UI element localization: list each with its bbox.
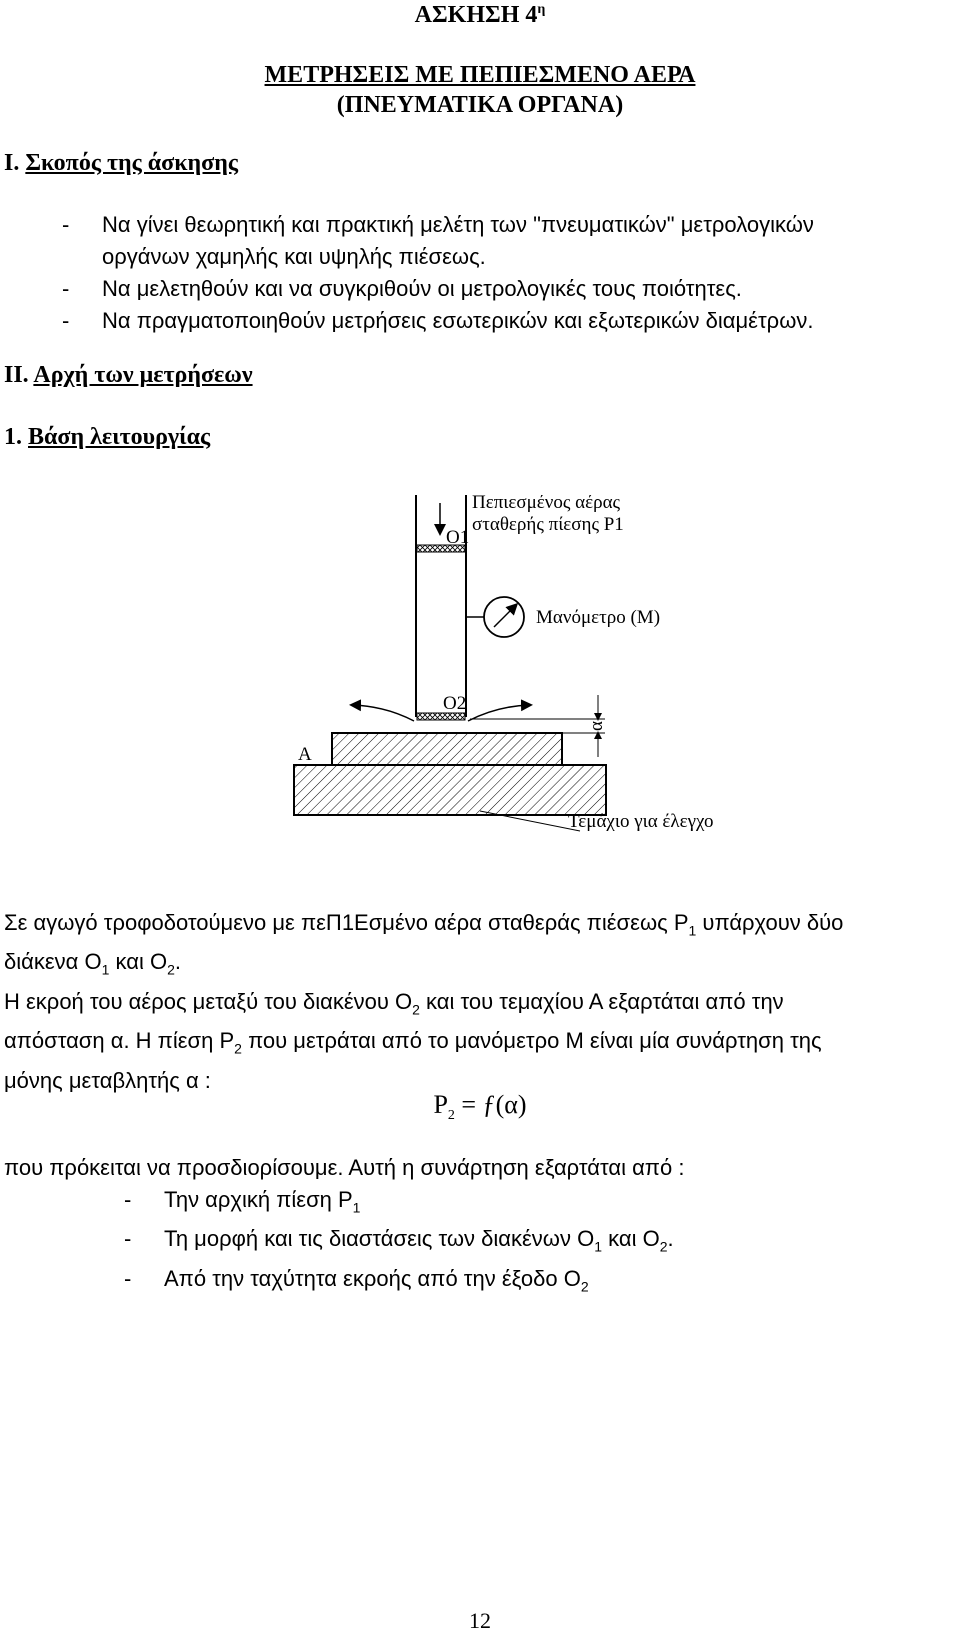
section1-number: Ι.	[4, 150, 20, 176]
list-dash: -	[124, 1265, 132, 1291]
list-item	[4, 1184, 684, 1223]
list-item-text: Να πραγματοποιηθούν μετρήσεις εσωτερικών και εξωτερικών διαμέτρων.	[102, 308, 814, 333]
subscript: 2	[412, 1001, 420, 1018]
label-alpha: α	[586, 721, 607, 731]
text-run: Σε αγωγό τροφοδοτούμενο με πεΠ1Εσμένο αέρα σταθεράς πιέσεως Ρ	[4, 910, 689, 935]
para2-line1	[4, 986, 843, 1025]
para1-line1	[4, 907, 843, 946]
text-run: και του τεμαχίου Α εξαρτάται από την	[419, 988, 784, 1014]
workpiece-a	[332, 733, 562, 765]
exercise-label-text: ΑΣΚΗΣΗ 4	[414, 2, 538, 28]
base-plate	[294, 765, 606, 815]
formula-p: Ρ	[433, 1090, 448, 1119]
section2-number: ΙΙ.	[4, 362, 29, 388]
label-o1: O1	[446, 527, 470, 548]
page-title-line2: (ΠΝΕΥΜΑΤΙΚΑ ΟΡΓΑΝΑ)	[336, 92, 624, 118]
list-dash: -	[62, 308, 70, 333]
text-run: Την αρχική πίεση Ρ	[164, 1187, 353, 1212]
text-run: που μετράται από το μανόμετρο Μ είναι μία συνάρτηση της	[241, 1028, 822, 1054]
subscript: 2	[580, 1278, 589, 1295]
list-dash: -	[124, 1226, 132, 1252]
text-run: Τη μορφή και τις διαστάσεις των διακένων Ο	[164, 1226, 595, 1252]
list-item	[4, 1263, 684, 1302]
text-run: Η εκροή του αέρος μεταξύ του διακένου Ο	[4, 988, 413, 1014]
text-run: υπάρχουν δύο	[696, 910, 844, 935]
list-item	[62, 305, 814, 337]
subscript: 1	[352, 1199, 361, 1216]
text-run: διάκενα Ο	[4, 949, 102, 975]
subscript: 1	[101, 961, 110, 978]
para1-line2	[4, 946, 843, 985]
subsection1-number: 1.	[4, 424, 22, 450]
label-air-line2: σταθερής πίεσης P1	[472, 513, 624, 535]
text-run: .	[174, 949, 182, 975]
label-a: A	[298, 744, 312, 765]
subscript: 2	[659, 1238, 668, 1255]
subsection1-heading	[4, 424, 210, 451]
subsection1-title: Βάση λειτουργίας	[28, 424, 211, 450]
subscript: 2	[167, 961, 175, 978]
description-paragraphs	[4, 907, 843, 1097]
section2-heading	[4, 362, 253, 389]
section1-list	[62, 209, 814, 337]
formula	[0, 1090, 960, 1124]
list-dash: -	[124, 1187, 132, 1212]
para3-intro: που πρόκειται να προσδιορίσουμε. Αυτή η συνάρτηση εξαρτάται από :	[4, 1155, 685, 1180]
formula-sub: 2	[447, 1108, 455, 1124]
text-run: και Ο	[109, 949, 168, 975]
list-item	[62, 273, 814, 305]
text-run: Από την ταχύτητα εκροής από την έξοδο Ο	[164, 1265, 581, 1291]
para2-line3: μόνης μεταβλητής α :	[4, 1067, 211, 1093]
flow-arc-left	[352, 705, 414, 721]
section1-title: Σκοπός της άσκησης	[25, 150, 238, 176]
label-manometer: Μανόμετρο (Μ)	[536, 607, 661, 628]
subscript: 1	[688, 922, 697, 939]
list-item-text: Να γίνει θεωρητική και πρακτική μελέτη των "πνευματικών" μετρολογικών	[102, 212, 814, 237]
list-dash: -	[62, 276, 70, 301]
text-run: απόσταση α. Η πίεση Ρ	[4, 1028, 235, 1054]
list-item	[4, 1223, 684, 1262]
section1-heading	[4, 150, 238, 177]
subscript: 2	[234, 1040, 242, 1057]
para2-line2	[4, 1025, 843, 1064]
formula-rest: = ƒ(α)	[454, 1090, 527, 1119]
text-run: και Ο	[602, 1226, 660, 1252]
dependency-paragraph	[4, 1152, 684, 1302]
list-item	[62, 209, 814, 241]
label-piece: Τεμάχιο για έλεγχο	[568, 811, 714, 832]
pneumatic-gauge-diagram	[280, 495, 780, 875]
list-item-continuation: οργάνων χαμηλής και υψηλής πιέσεως.	[102, 244, 486, 269]
page-title-line1: ΜΕΤΡΗΣΕΙΣ ΜΕ ΠΕΠΙΕΣΜΕΝΟ ΑΕΡΑ	[264, 62, 696, 88]
page-number: 12	[469, 1608, 491, 1633]
exercise-label-sup: η	[537, 2, 546, 17]
list-dash: -	[62, 212, 70, 237]
orifice-o2	[417, 713, 465, 720]
label-air-line1: Πεπιεσμένος αέρας	[472, 495, 621, 513]
label-o2: O2	[443, 693, 467, 714]
exercise-label	[0, 2, 960, 29]
text-run: .	[667, 1226, 674, 1252]
section2-title: Αρχή των μετρήσεων	[33, 362, 253, 388]
subscript: 1	[594, 1238, 602, 1255]
list-item-text: Να μελετηθούν και να συγκριθούν οι μετρολογικές τους ποιότητες.	[102, 276, 742, 301]
